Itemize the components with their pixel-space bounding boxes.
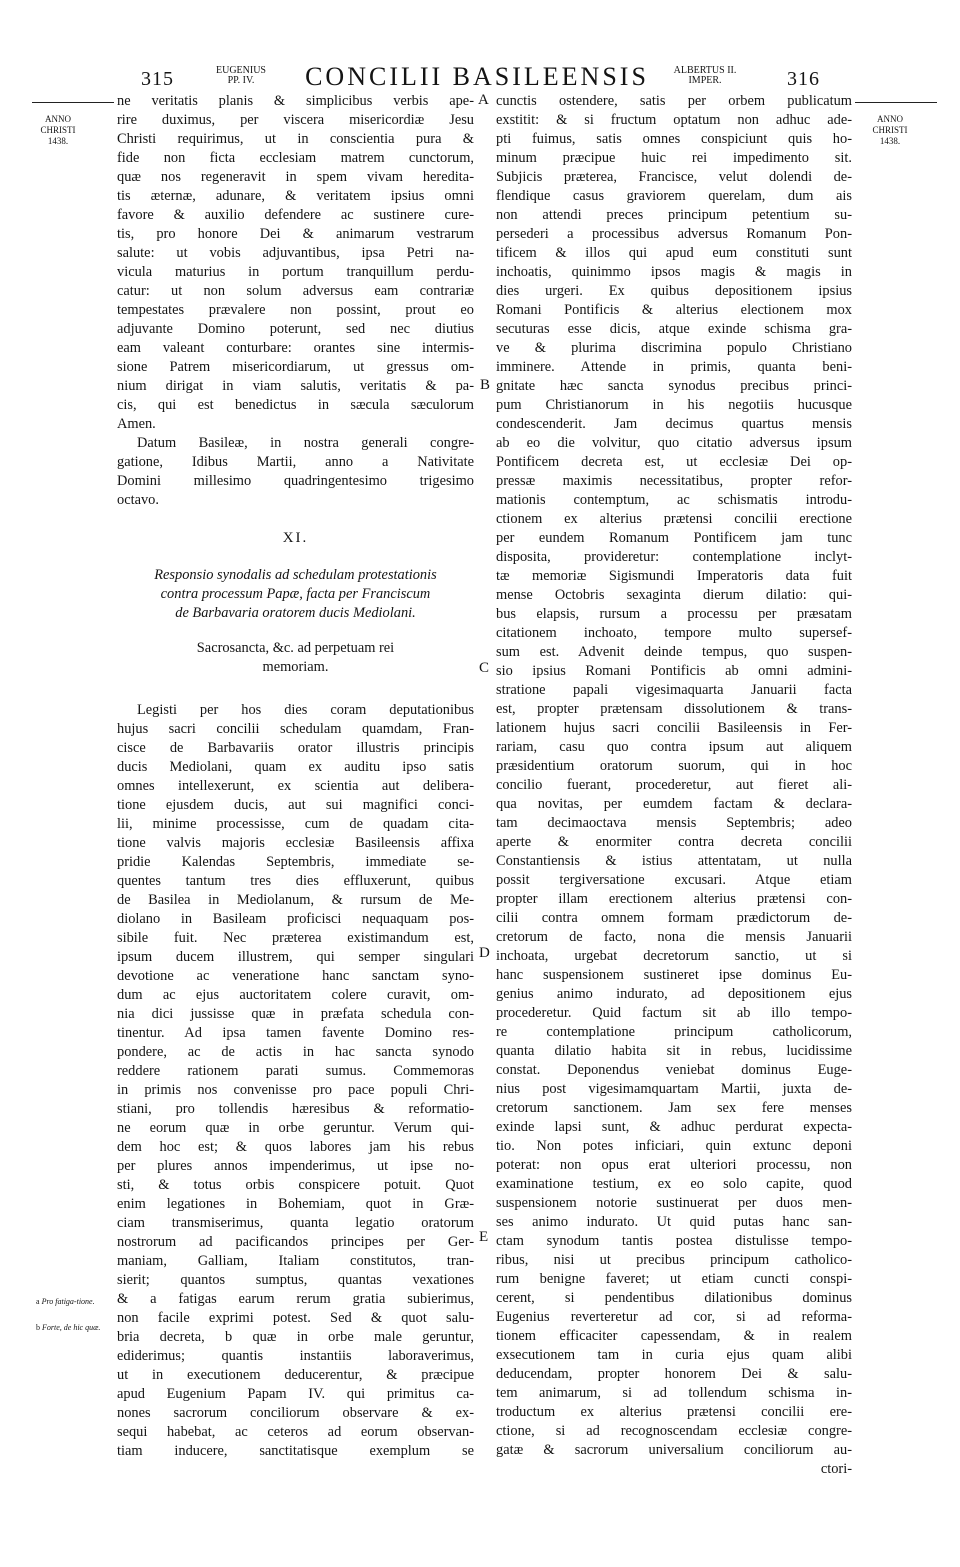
text-line: genius animo indurato, ad depositionem ejus (496, 986, 852, 1002)
text-line: ctionem ex alterius prætensi concilii erectione (496, 511, 852, 527)
text-line: sierit; quantos sumptus, quantas vexationes (117, 1272, 474, 1288)
section-rubric (117, 566, 474, 623)
text-line: stratione papali vigesimaquarta Januarii facta (496, 682, 852, 698)
paragraph-datum (117, 434, 474, 510)
text-line: quæ nos regeneravit in spem vivam heredita- (117, 169, 474, 185)
text-line: salute: ut vobis adjuvantibus, ipsa Petri na- (117, 245, 474, 261)
text-line: pti fuimus, satis omnes conspiciunt quis ho- (496, 131, 852, 147)
text-line: tinentur. Ad ipsa tamen favente Domino res- (117, 1025, 474, 1041)
text-line: exsecutionem tam in curia ejus quam alibi (496, 1347, 852, 1363)
text-line: stiani, pro tollendis hæresibus & reformatio- (117, 1101, 474, 1117)
text-line: nium dirigat in viam salutis, veritatis & pa- (117, 378, 474, 394)
text-line: tionem efficaciter capessendam, & in realem (496, 1328, 852, 1344)
rubric-line: de Barbavaria oratorem ducis Mediolani. (175, 605, 416, 621)
text-line: sequi habebat, ac ceteros ad eorum observan- (117, 1424, 474, 1440)
footnote-b-mark: b (36, 1323, 40, 1332)
text-line: Eugenius reverteretur ad cor, si ad reforma- (496, 1309, 852, 1325)
text-line: troductum ex alterius prætensi concilii ere- (496, 1404, 852, 1420)
text-line: pridie Kalendas Septembris, immediate se- (117, 854, 474, 870)
text-line: nius post vigesimamquartam Martii, juxta de- (496, 1081, 852, 1097)
text-line: nia dici jussisse quæ in præfata schedula con- (117, 1006, 474, 1022)
text-line: sti, & totus orbis conspicere potuit. Quot (117, 1177, 474, 1193)
section-letter-d: D (479, 945, 490, 961)
text-line: ne veritatis planis & simplicibus verbis ape- (117, 93, 474, 109)
text-line: & a fatigas earum rerum gratia subierimus, (117, 1291, 474, 1307)
text-line: lii, minime processisse, cum de quadam cita- (117, 816, 474, 832)
text-line: lationem hujus sacri concilii Basileensis in Fer- (496, 720, 852, 736)
text-line: cilii contra omnem formam prædictorum de- (496, 910, 852, 926)
text-line: aperte & enormiter contra decreta concilii (496, 834, 852, 850)
text-line: dem hoc est; & quos labores jam his rebus (117, 1139, 474, 1155)
text-line: inchoatis, quinimmo ipsos magis & magis in (496, 264, 852, 280)
text-line: propter illam erectionem alterius prætensi con- (496, 891, 852, 907)
emperor-name: ALBERTUS II. (673, 65, 737, 76)
text-line: gatæ & sacrorum universalium conciliorum au- (496, 1442, 852, 1458)
text-line: per eundem Romanum Pontificem jam tunc (496, 530, 852, 546)
text-line: constat. Deponendus veniebat dominus Euge- (496, 1062, 852, 1078)
text-line: rariam, casu quo contra ipsum aut aliquem (496, 739, 852, 755)
text-line: examinatione testium, ex eo solo capite, quod (496, 1176, 852, 1192)
text-line: re contemplatione principum catholicorum, (496, 1024, 852, 1040)
text-line: enim legationes in Bohemiam, quot in Græ- (117, 1196, 474, 1212)
christi-label-right: CHRISTI (872, 125, 908, 135)
text-line: tiam inducere, sanctitatisque exemplum se (117, 1443, 474, 1459)
text-line: quanta dilatio habita sit in rebus, lucidissime (496, 1043, 852, 1059)
text-line: per plures annos impenderimus, ut ipse no- (117, 1158, 474, 1174)
text-line: procederetur. Quid factum sit ab illo tempo- (496, 1005, 852, 1021)
text-line: Pontificem decreta est, ut ecclesiæ Dei op- (496, 454, 852, 470)
text-line: adjuvante Domino poterunt, sed nec diutius (117, 321, 474, 337)
margin-year-right (860, 114, 920, 147)
text-line: tempestates prævalere non possint, prout eo (117, 302, 474, 318)
text-line: inchoata, urgebat decretorum sanctio, ut si (496, 948, 852, 964)
text-line: Domini millesimo quadringentesimo trigesimo (117, 473, 474, 489)
text-line: sio ipsius Romani Pontificis ab omni admini- (496, 663, 852, 679)
paragraph-response (117, 701, 474, 1461)
text-line: cisce de Barbavariis orator illustris principis (117, 740, 474, 756)
text-line: non facile exprimi potest. Sed & quot salu- (117, 1310, 474, 1326)
text-line: vicula maturius in portum tranquillum perdu- (117, 264, 474, 280)
text-line: tæ memoriæ Sigismundi Imperatoris data fuit (496, 568, 852, 584)
text-line: cerent, si pendentibus dilationibus dominus (496, 1290, 852, 1306)
text-line: dies urgeri. Ex quibus depositionem ipsius (496, 283, 852, 299)
section-letter-e: E (479, 1229, 489, 1245)
text-line: tem animarum, si ad tollendum schisma in- (496, 1385, 852, 1401)
section-letter-c: C (479, 660, 490, 676)
text-line: ut in executionem deducerentur, & præcipue (117, 1367, 474, 1383)
text-line: flendique casus graviorem querelam, dum ais (496, 188, 852, 204)
text-line: devotione ac veneratione hanc sanctam syno- (117, 968, 474, 984)
text-line: catur: ut non solum adversus eam contrariæ (117, 283, 474, 299)
text-line: ribus, nisi ut precibus principum catholico- (496, 1252, 852, 1268)
text-line: Constantiensis & istius attentatam, ut nulla (496, 853, 852, 869)
paragraph-closing (117, 92, 474, 434)
text-line: sione Patrem misericordiarum, ut gressus om- (117, 359, 474, 375)
rubric-line: contra processum Papæ, facta per Franciscum (160, 586, 431, 602)
text-line: rum benigne faveret; ut etiam cuncti conspi- (496, 1271, 852, 1287)
rubric-line: Responsio synodalis ad schedulam protestationis (154, 567, 437, 583)
text-line: tam decimaoctava mensis Septembris; adeo (496, 815, 852, 831)
text-line: fide non ficta ecclesiam matrem cunctorum, (117, 150, 474, 166)
page-number-left: 315 (141, 68, 174, 90)
text-line: ab eo die volvitur, quo citatio adversus ipsum (496, 435, 852, 451)
text-line: disposita, provideretur: contemplatione inclyt- (496, 549, 852, 565)
text-line: favore & auxilio defendere ac sustinere cure- (117, 207, 474, 223)
text-line: nones sacrorum conciliorum observare & ex- (117, 1405, 474, 1421)
text-line: apud Eugenium Papam IV. qui primitus ca- (117, 1386, 474, 1402)
text-line: possit tergiversatione excusari. Atque etiam (496, 872, 852, 888)
text-line: nostrorum ad pacificandos principes per Ger- (117, 1234, 474, 1250)
year-label-right: 1438. (879, 136, 901, 146)
text-line: persederi a processibus adversus Romanum Pon- (496, 226, 852, 242)
text-line: præsidentium oratorum suorum, qui in hoc (496, 758, 852, 774)
text-line: reddere rationem parati sumus. Commemoras (117, 1063, 474, 1079)
text-line: minum præcipue huic rei impedimento sit. (496, 150, 852, 166)
page-title: CONCILII BASILEENSIS (305, 62, 649, 91)
text-line: Romani Pontificis & alterius electionem mox (496, 302, 852, 318)
year-label: 1438. (47, 136, 69, 146)
text-line: ctori- (820, 1461, 852, 1477)
text-line: tificem & illos qui apud eum constituti sunt (496, 245, 852, 261)
text-line: ses animo indurato. Ut quid putas hanc san- (496, 1214, 852, 1230)
text-line: tione ejusdem ducis, aut sui magnifici conci- (117, 797, 474, 813)
footnote-a-text: Pro fatiga-tione. (41, 1297, 95, 1306)
text-line: tis æternæ, adunare, & veritatem ipsius omni (117, 188, 474, 204)
left-column (117, 92, 474, 1461)
text-line: sibile fuit. Nec præterea existimandum est, (117, 930, 474, 946)
page-number-right: 316 (787, 68, 820, 90)
text-line: deducendam, propter honorem Dei & salu- (496, 1366, 852, 1382)
text-line: suspensionem notorie sustinuerat per duos men- (496, 1195, 852, 1211)
text-line: cis, qui est benedictus in sæcula sæculorum (117, 397, 474, 413)
christi-label: CHRISTI (40, 125, 76, 135)
text-line: eam valeant conturbare: orantes sine intermis- (117, 340, 474, 356)
text-line: ne eorum quæ in orbe geruntur. Verum qui- (117, 1120, 474, 1136)
text-line: dum ac ejus auctoritatem colere curavit, om- (117, 987, 474, 1003)
text-line: Datum Basileæ, in nostra generali congre- (137, 435, 474, 451)
text-line: pondere, ac de actis in hac sancta synodo (117, 1044, 474, 1060)
text-line: de Basilea in Mediolanum, & rursum de Me- (117, 892, 474, 908)
text-line: poterat: non opus erat ulteriori processu, non (496, 1157, 852, 1173)
invocation-line: Sacrosancta, &c. ad perpetuam rei (196, 640, 395, 656)
text-line: exinde lapsi sunt, & adhuc perdurat expecta- (496, 1119, 852, 1135)
text-line: tione valvis majoris ecclesiæ Basileensis affixa (117, 835, 474, 851)
text-line: imminere. Attende in primis, quanta beni- (496, 359, 852, 375)
text-line: mationis contemptum, ac schismatis introdu- (496, 492, 852, 508)
text-line: ediderimus; quantis instantiis laboraverimus, (117, 1348, 474, 1364)
text-line: cretorum de facto, nona die mensis Januarii (496, 929, 852, 945)
text-line: citationem inchoato, tempore multo supersef- (496, 625, 852, 641)
text-line: ducis Mediolani, quam ex auditu ipso satis (117, 759, 474, 775)
text-line: Amen. (117, 416, 156, 432)
right-column (496, 92, 852, 1479)
text-line: tis, pro honore Dei & animarum vestrarum (117, 226, 474, 242)
invocation-line: memoriam. (262, 659, 329, 675)
text-line: ctione, si ad recognoscendam ecclesiæ congre- (496, 1423, 852, 1439)
text-line: mense Octobris sexaginta dierum dilatio: qui- (496, 587, 852, 603)
margin-year-left (28, 114, 88, 147)
section-number: XI. (282, 530, 309, 546)
text-line: qua novitas, per eumdem factam & declara- (496, 796, 852, 812)
text-line: ipsum ducem illustrem, qui semper singulari (117, 949, 474, 965)
text-line: bria decreta, b quæ in orbe male geruntur, (117, 1329, 474, 1345)
header-rule-left (32, 102, 114, 103)
text-line: hujus sacri concilii schedulam quamdam, Fran- (117, 721, 474, 737)
text-line: quentes tantum tres dies effluxerunt, quibus (117, 873, 474, 889)
text-line: ciam transmiserimus, quanta legatio oratorum (117, 1215, 474, 1231)
text-line: pressæ maximis necessitatibus, propter refor- (496, 473, 852, 489)
text-line: secuturas esse dicis, atque exinde schisma gra- (496, 321, 852, 337)
text-line: hanc suspensionem sustineret ipse dominus Eu- (496, 967, 852, 983)
emperor-title: IMPER. (688, 75, 722, 86)
text-line: in primis nos convenisse pro pace populi Chri- (117, 1082, 474, 1098)
header-rule-right (855, 102, 937, 103)
text-line: Legisti per hos dies coram deputationibus (137, 702, 474, 718)
emperor-heading (663, 66, 747, 86)
footnote-a-mark: a (36, 1297, 40, 1306)
section-letter-a: A (478, 92, 489, 108)
text-line: sum est. Advenit deinde tempus, quo suspen- (496, 644, 852, 660)
text-line: Christi requirimus, ut in conscientia pura & (117, 131, 474, 147)
text-line: gatione, Idibus Martii, anno a Nativitate (117, 454, 474, 470)
text-line: omnes intellexerunt, ex scientia aut delibera- (117, 778, 474, 794)
text-line: gnitate hæc sancta synodus precibus princi- (496, 378, 852, 394)
text-line: ctam synodum tantis postea distulisse tempo- (496, 1233, 852, 1249)
pope-title: PP. IV. (227, 75, 255, 86)
text-line: pum Christianorum in his negotiis hucusque (496, 397, 852, 413)
text-line: est, propter prætensam dissolutionem & trans- (496, 701, 852, 717)
text-line: condescenderit. Jam decimus quartus mensis (496, 416, 852, 432)
pope-heading (209, 66, 273, 86)
anno-label-right: ANNO (877, 114, 903, 124)
text-line: concilio fuerant, procederetur, aut fieret ali- (496, 777, 852, 793)
text-line: ve & plurima discrimina populo Christiano (496, 340, 852, 356)
text-line: cunctis ostendere, satis per orbem publicatum (496, 93, 852, 109)
text-line: non attendi preces principum petentium su- (496, 207, 852, 223)
text-line: rire duximus, per viscera misericordiæ Jesu (117, 112, 474, 128)
section-letter-b: B (480, 377, 491, 393)
text-line: bus elapsis, rursum a processu per præsatam (496, 606, 852, 622)
text-line: tio. Non potes inficiari, quin extunc deponi (496, 1138, 852, 1154)
pope-name: EUGENIUS (216, 65, 266, 76)
text-line: octavo. (117, 492, 159, 508)
text-line: maniam, Galliam, Italiam constitutos, tran- (117, 1253, 474, 1269)
text-line: exstitit: & si fructum optatum non adhuc ade- (496, 112, 852, 128)
text-line: cretorum sanctionem. Jam sex fere menses (496, 1100, 852, 1116)
paragraph-right (496, 92, 852, 1479)
text-line: Subjicis præterea, Francisce, velut dolendi de- (496, 169, 852, 185)
footnote-a (36, 1297, 108, 1307)
footnote-b (36, 1323, 108, 1333)
anno-label: ANNO (45, 114, 71, 124)
footnote-b-text: Forte, de hic quæ. (42, 1323, 101, 1332)
invocation (117, 639, 474, 677)
text-line: diolano in Basileam proficisci nequaquam pos- (117, 911, 474, 927)
